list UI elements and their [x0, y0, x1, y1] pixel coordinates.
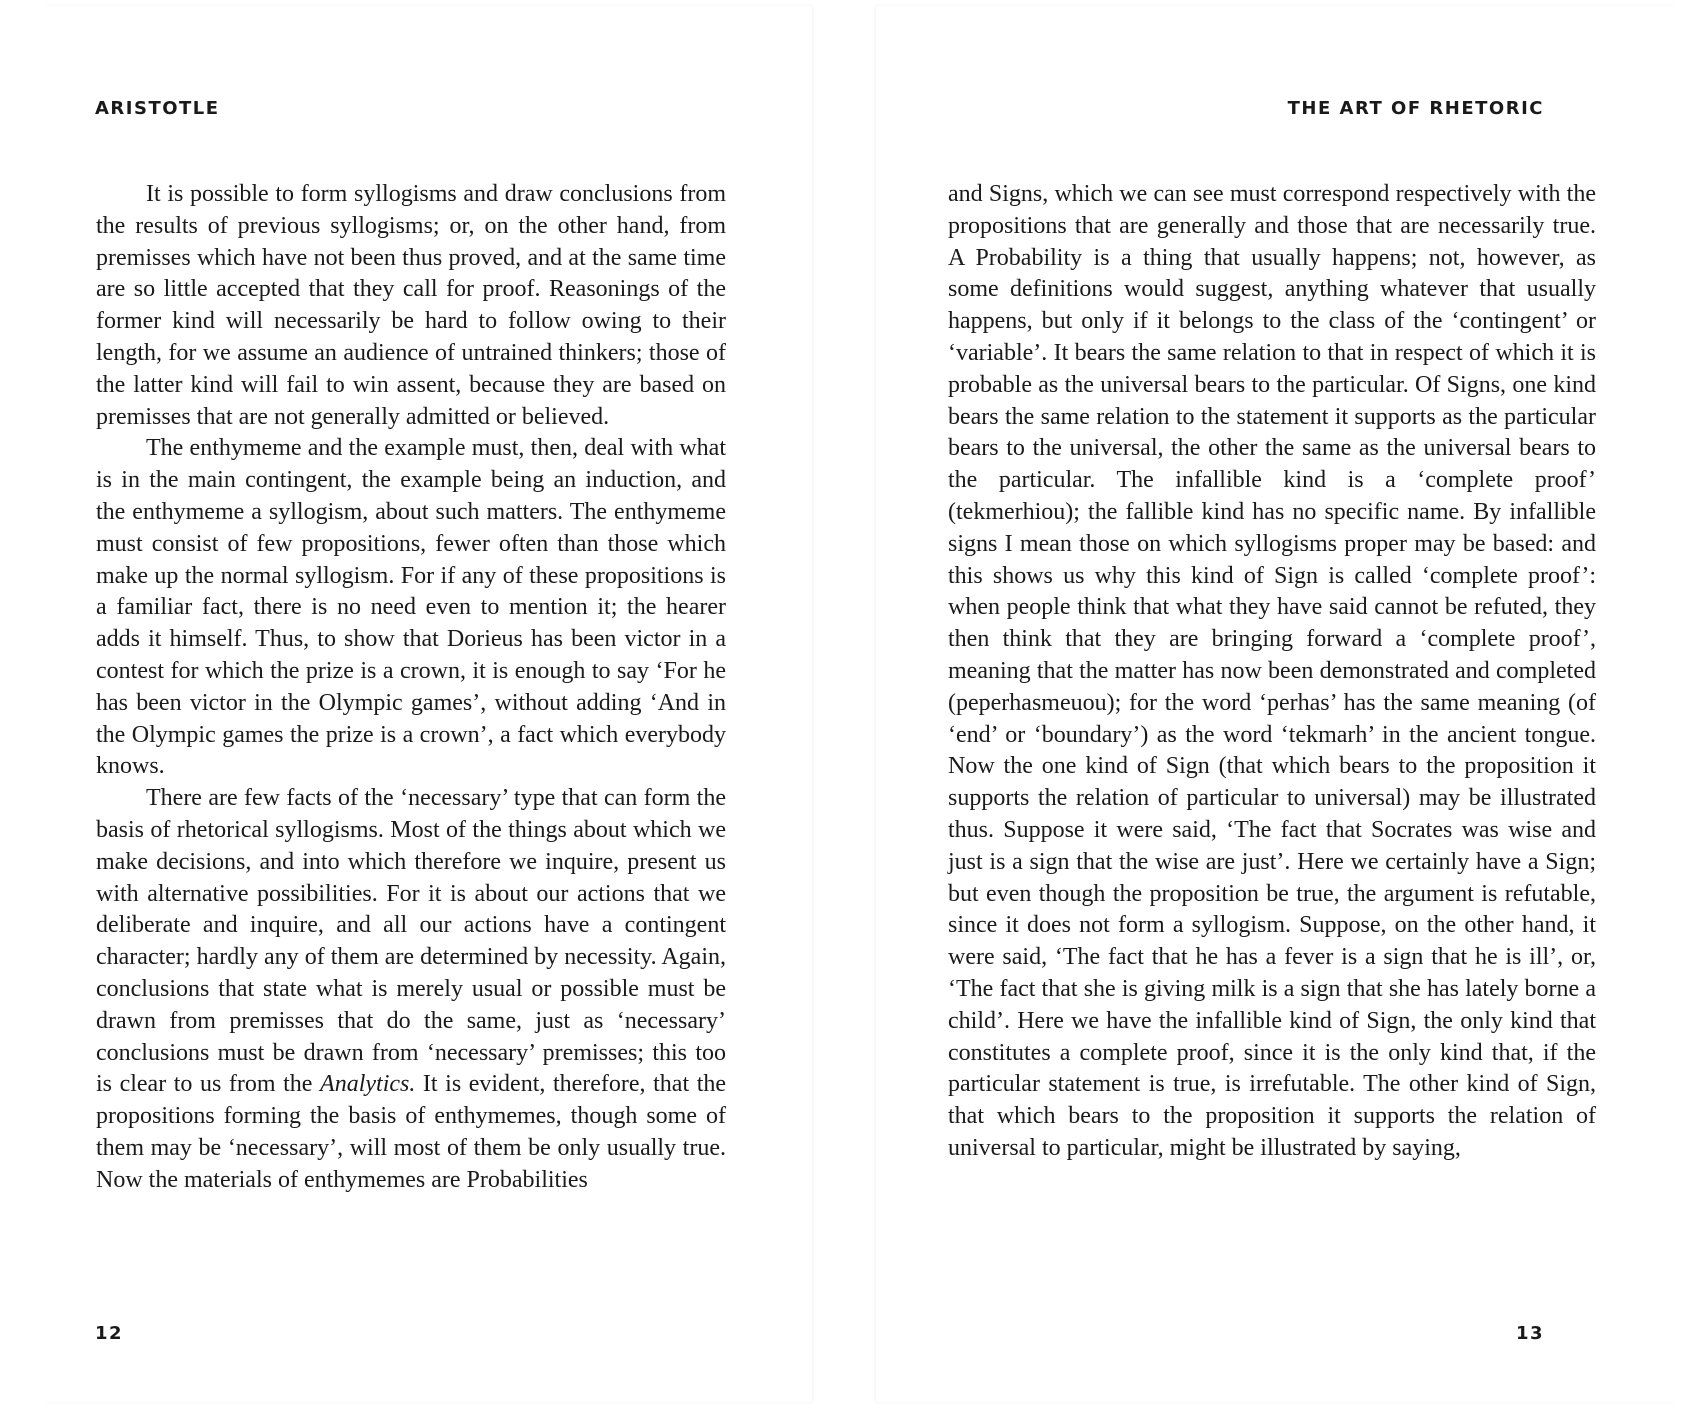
continued-paragraph: and Signs, which we can see must correspond respectively with the propositions that are generally and those that are necessarily true. A Probability is a thing that usually happens; not, however, as some definitions would suggest, anything whatever that usually happens, but only if it belongs to the class of the ‘contingent’ or ‘variable’. It bears the same relation to that in respect of which it is probable as the universal bears to the particular. Of Signs, one kind bears the same relation to the statement it supports as the particular bears to the universal, the other the same as the universal bears to the particular. The infallible kind is a ‘complete proof’ (tekmerhiou); the fallible kind has no specific name. By infallible signs I mean those on which syllogisms proper may be based: and this shows us why this kind of Sign is called ‘complete proof’: when people think that what they have said cannot be refuted, they then think that they are bringing forward a ‘complete proof’, meaning that the matter has now been demonstrated and completed (peperhasmeuou); for the word ‘perhas’ has the same meaning (of ‘end’ or ‘boundary’) as the word ‘tekmarh’ in the ancient tongue. Now the one kind of Sign (that which bears to the proposition it supports the relation of particular to universal) may be illustrated thus. Suppose it were said, ‘The fact that Socrates was wise and just is a sign that the wise are just’. Here we certainly have a Sign; but even though the proposition be true, the argument is refutable, since it does not form a syllogism. Suppose, on the other hand, it were said, ‘The fact that he has a fever is a sign that he is ill’, or, ‘The fact that she is giving milk is a sign that she has lately borne a child’. Here we have the infallible kind of Sign, the only kind that constitutes a complete proof, since it is the only kind that, if the particular statement is true, is irrefutable. The other kind of Sign, that which bears to the proposition it supports the relation of universal to particular, might be illustrated by saying,	[948, 181, 1596, 1161]
analytics-title: Analytics.	[320, 1071, 416, 1098]
right-page	[876, 6, 1676, 1402]
left-page	[44, 6, 812, 1402]
paragraph-3-part-2: It is evident, therefore, that the propositions forming the basis of enthymemes, though some of them may be ‘necessary’, will most of them be only usually true. Now the materials of enthymemes are Probabilities	[96, 1071, 727, 1193]
paragraph-3-part-1: There are few facts of the ‘necessary’ type that can form the basis of rhetorical syllogisms. Most of the things about which we make decisions, and into which therefore we inquire, present us with alternative possibilities. For it is about our actions that we deliberate and inquire, and all our actions have a contingent character; hardly any of them are determined by necessity. Again, conclusions that state what is merely usual or possible must be drawn from premisses that do the same, just as ‘necessary’ conclusions must be drawn from ‘necessary’ premisses; this too is clear to us from the	[96, 785, 726, 1098]
left-page-text	[96, 179, 726, 1197]
running-head-left: ARISTOTLE	[95, 98, 220, 119]
page-number-left: 12	[95, 1323, 124, 1344]
page-number-right: 13	[1515, 1323, 1544, 1344]
right-page-text	[948, 179, 1596, 1165]
running-head-right: THE ART OF RHETORIC	[1287, 98, 1544, 119]
paragraph-3	[96, 783, 726, 1196]
paragraph-1: It is possible to form syllogisms and draw conclusions from the results of previous syllogisms; or, on the other hand, from premisses which have not been thus proved, and at the same time are so little accepted that they call for proof. Reasonings of the former kind will necessarily be hard to follow owing to their length, for we assume an audience of untrained thinkers; those of the latter kind will fail to win assent, because they are based on premisses that are not generally admitted or believed.	[96, 181, 726, 430]
paragraph-2: The enthymeme and the example must, then, deal with what is in the main contingent, the example being an induction, and the enthymeme a syllogism, about such matters. The enthymeme must consist of few propositions, fewer often than those which make up the normal syllogism. For if any of these propositions is a familiar fact, there is no need even to mention it; the hearer adds it himself. Thus, to show that Dorieus has been victor in a contest for which the prize is a crown, it is enough to say ‘For he has been victor in the Olympic games’, without adding ‘And in the Olympic games the prize is a crown’, a fact which everybody knows.	[96, 435, 726, 780]
